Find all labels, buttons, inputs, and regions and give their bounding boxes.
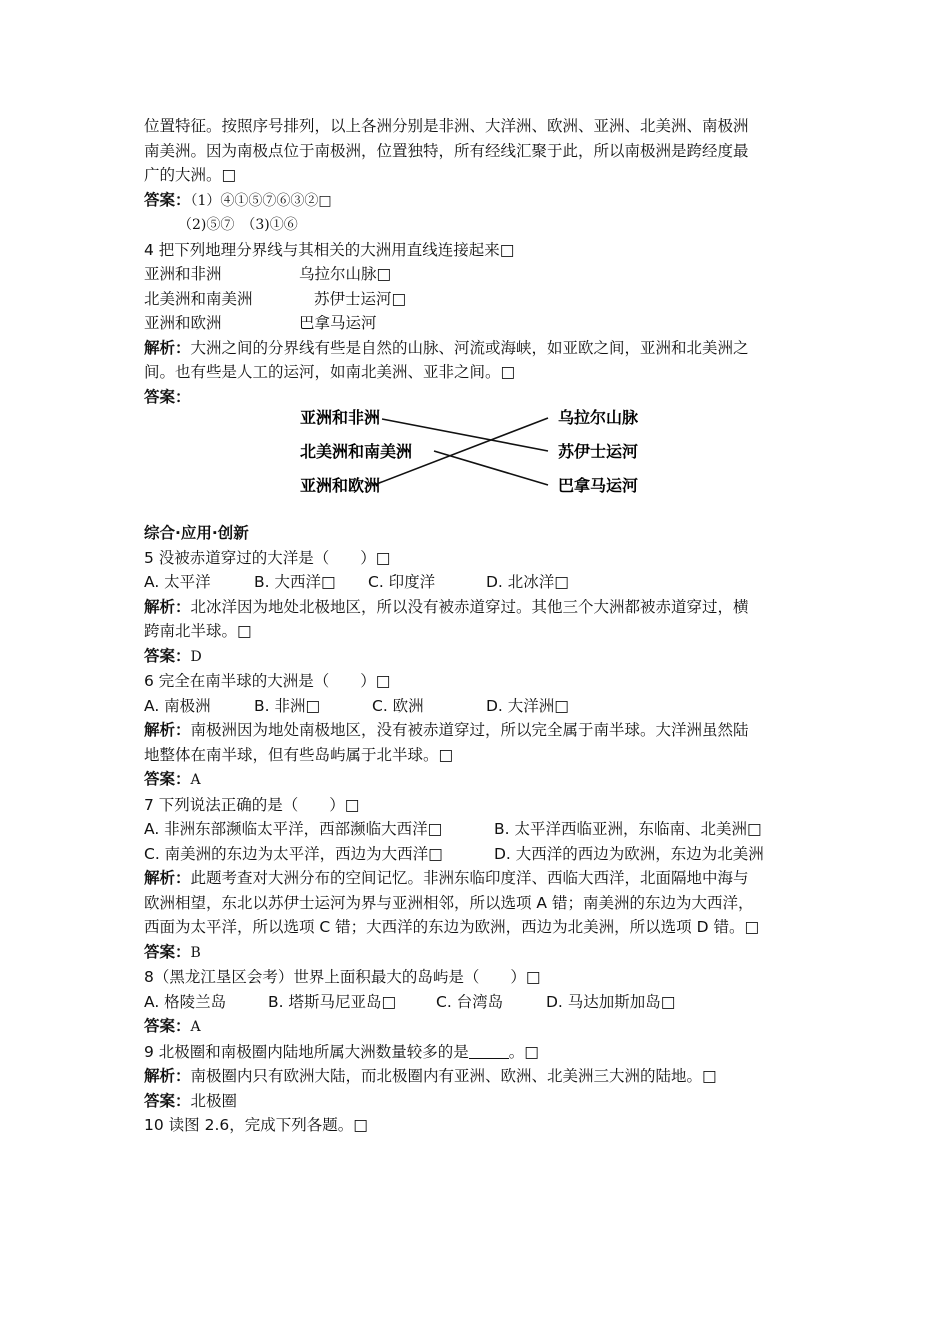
analysis-label: 解析：: [144, 869, 191, 887]
matching-diagram: [144, 409, 814, 521]
diagram-right-3: 巴拿马运河: [558, 476, 639, 495]
q9-answer-blank: [469, 1043, 509, 1059]
q4-analysis-1: [144, 336, 814, 361]
q5-answer: [144, 644, 814, 670]
q8-options: [144, 990, 814, 1015]
q7-option-a: A. 非洲东部濒临太平洋，西部濒临大西洋□: [144, 820, 443, 838]
q4-analysis-text-1: 大洲之间的分界线有些是自然的山脉、河流或海峡，如亚欧之间，亚洲和北美洲之: [190, 338, 749, 357]
q4-right-1: 乌拉尔山脉□: [299, 265, 392, 283]
q4-left-3: 亚洲和欧洲: [144, 314, 222, 332]
q8-stem: 8（黑龙江垦区会考）世界上面积最大的岛屿是（ ）□: [144, 968, 541, 986]
q4-match-row-2: [144, 287, 814, 312]
q3-answer-2: （2)⑤⑦ （3)①⑥: [178, 217, 298, 233]
q6-option-d: D. 大洋洲□: [486, 696, 569, 715]
q9-stem-end: 。□: [508, 1042, 539, 1061]
q4-match-row-3: [144, 311, 814, 336]
q8-answer-value: A: [190, 1019, 201, 1035]
intro-line-3: 广的大洲。□: [144, 166, 237, 184]
diagram-right-2: 苏伊士运河: [558, 442, 639, 461]
q5-options: [144, 570, 814, 595]
q6-answer-value: A: [190, 772, 201, 788]
analysis-label: 解析：: [144, 1067, 191, 1085]
q7-options-row-1: [144, 817, 814, 842]
q7-answer-value: B: [190, 944, 201, 961]
q8-option-a: A. 格陵兰岛: [144, 992, 227, 1011]
answer-label: 答案：: [144, 1017, 191, 1035]
q7-analysis-2: 欧洲相望，东北以苏伊士运河为界与亚洲相邻，所以选项 A 错；南美洲的东边为大西洋，: [144, 893, 754, 912]
diagram-left-2: 北美洲和南美洲: [300, 442, 413, 461]
q5-option-c: C. 印度洋: [368, 573, 436, 591]
q9-analysis-text-1: 南极圈内只有欧洲大陆，而北极圈内有亚洲、欧洲、北美洲三大洲的陆地。□: [190, 1067, 717, 1085]
q4-left-1: 亚洲和非洲: [144, 265, 222, 283]
q7-options-row-2: [144, 842, 814, 867]
q4-right-2: 苏伊士运河□: [314, 289, 407, 308]
q9-stem-text: 9 北极圈和南极圈内陆地所属大洲数量较多的是: [144, 1042, 469, 1061]
q4-left-2: 北美洲和南美洲: [144, 289, 253, 308]
answer-label: 答案：: [144, 646, 191, 665]
q5-analysis-2: 跨南北半球。□: [144, 622, 252, 640]
q6-analysis-text-1: 南极洲因为地处南极地区，没有被赤道穿过，所以完全属于南半球。大洋洲虽然陆: [190, 721, 749, 739]
q8-answer: [144, 1014, 814, 1040]
intro-line-2: 南美洲。因为南极点位于南极洲，位置独特，所有经线汇聚于此，所以南极洲是跨经度最: [144, 141, 749, 160]
analysis-label: 解析：: [144, 597, 191, 616]
q7-stem: 7 下列说法正确的是（ ）□: [144, 795, 360, 814]
answer-label: 答案：: [144, 770, 191, 788]
answer-label: 答案：: [144, 1091, 191, 1110]
q6-answer: [144, 767, 814, 793]
q4-stem: 4 把下列地理分界线与其相关的大洲用直线连接起来□: [144, 240, 515, 259]
q5-option-a: A. 太平洋: [144, 573, 211, 591]
q8-option-c: C. 台湾岛: [436, 992, 504, 1011]
analysis-label: 解析：: [144, 338, 191, 357]
q7-analysis-3: 西面为太平洋，所以选项 C 错；大西洋的东边为欧洲，西边为北美洲，所以选项 D 错。□: [144, 918, 760, 936]
q5-option-b: B. 大西洋□: [254, 573, 336, 591]
q9-stem: [144, 1040, 814, 1065]
answer-label: 答案：: [144, 942, 191, 961]
q6-stem: 6 完全在南半球的大洲是（ ）□: [144, 672, 391, 690]
diagram-left-3: 亚洲和欧洲: [300, 476, 381, 495]
q6-analysis-2: 地整体在南半球，但有些岛屿属于北半球。□: [144, 745, 454, 764]
matching-diagram-svg: [144, 409, 814, 521]
analysis-label: 解析：: [144, 721, 191, 739]
diagram-right-1: 乌拉尔山脉: [558, 409, 639, 427]
q8-option-d: D. 马达加斯加岛□: [546, 992, 676, 1011]
answer-label: 答案：: [144, 190, 191, 209]
q4-answer-label: 答案：: [144, 387, 191, 406]
q3-answer: [144, 188, 814, 214]
q5-stem: 5 没被赤道穿过的大洋是（ ）□: [144, 548, 391, 567]
q5-analysis-text-1: 北冰洋因为地处北极地区，所以没有被赤道穿过。其他三个大洲都被赤道穿过，横: [190, 597, 749, 616]
q7-analysis-1: [144, 866, 814, 891]
q7-answer: [144, 940, 814, 966]
q5-answer-value: D: [190, 648, 202, 665]
q7-option-d: D. 大西洋的西边为欧洲，东边为北美洲: [494, 844, 764, 863]
q10-stem: 10 读图 2.6，完成下列各题。□: [144, 1116, 368, 1134]
q7-option-b: B. 太平洋西临亚洲，东临南、北美洲□: [494, 820, 762, 838]
q6-analysis-1: [144, 718, 814, 743]
q6-options: [144, 694, 814, 719]
q4-analysis-2: 间。也有些是人工的运河，如南北美洲、亚非之间。□: [144, 363, 516, 381]
diagram-left-1: 亚洲和非洲: [300, 409, 381, 427]
q9-answer: [144, 1089, 814, 1114]
q6-option-c: C. 欧洲: [372, 696, 424, 715]
intro-line-1: 位置特征。按照序号排列，以上各洲分别是非洲、大洋洲、欧洲、亚洲、北美洲、南极洲: [144, 117, 749, 135]
q6-option-a: A. 南极洲: [144, 696, 211, 715]
q6-option-b: B. 非洲□: [254, 696, 321, 715]
q9-analysis-1: [144, 1064, 814, 1089]
q5-option-d: D. 北冰洋□: [486, 573, 569, 591]
q9-answer-value: 北极圈: [190, 1091, 238, 1110]
q4-right-3: 巴拿马运河: [299, 314, 377, 332]
q5-analysis-1: [144, 595, 814, 620]
document-content: [144, 114, 814, 1138]
q7-analysis-text-1: 此题考查对大洲分布的空间记忆。非洲东临印度洋、西临大西洋，北面隔地中海与: [190, 869, 749, 887]
q7-option-c: C. 南美洲的东边为太平洋，西边为大西洋□: [144, 844, 443, 863]
q8-option-b: B. 塔斯马尼亚岛□: [268, 992, 397, 1011]
q4-match-row-1: [144, 262, 814, 287]
q3-answer-1: （1）④①⑤⑦⑥③②□: [190, 192, 332, 209]
section-title: 综合·应用·创新: [144, 524, 249, 542]
